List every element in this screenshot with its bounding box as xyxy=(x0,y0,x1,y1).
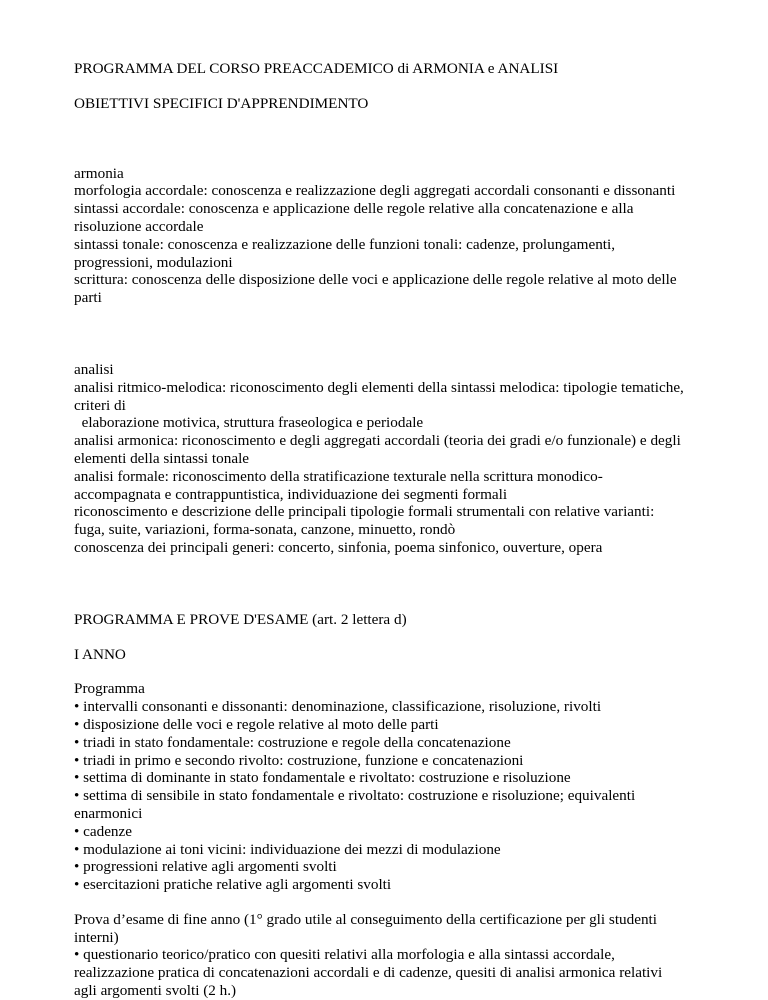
objectives-heading: OBIETTIVI SPECIFICI D'APPRENDIMENTO xyxy=(74,94,369,112)
document-title: PROGRAMMA DEL CORSO PREACCADEMICO di ARMONIA e ANALISI xyxy=(74,60,559,77)
programma-heading: Programma xyxy=(74,680,145,698)
exam-heading: PROGRAMMA E PROVE D'ESAME (art. 2 lettera d) xyxy=(74,610,407,628)
prova-line: agli argomenti svolti (2 h.) xyxy=(74,982,237,1000)
spacer xyxy=(74,557,714,611)
analisi-line: analisi armonica: riconoscimento e degli aggregati accordali (teoria dei gradi e/o funzionale) e degli xyxy=(74,432,681,450)
spacer xyxy=(74,629,714,646)
analisi-line: elementi della sintassi tonale xyxy=(74,449,250,467)
analisi-section xyxy=(74,361,714,557)
programma-item: enarmonici xyxy=(74,804,143,822)
prova-section xyxy=(74,911,714,1000)
programma-section xyxy=(74,680,714,894)
analisi-line: fuga, suite, variazioni, forma-sonata, canzone, minuetto, rondò xyxy=(74,521,456,539)
analisi-line: riconoscimento e descrizione delle principali tipologie formali strumentali con relative varianti: xyxy=(74,503,655,521)
programma-item: • settima di sensibile in stato fondamentale e rivoltato: costruzione e risoluzione; equivalenti xyxy=(74,787,636,805)
armonia-line: sintassi tonale: conoscenza e realizzazione delle funzioni tonali: cadenze, prolungamenti, xyxy=(74,235,616,253)
programma-item: • cadenze xyxy=(74,822,133,840)
year-heading: I ANNO xyxy=(74,645,126,663)
armonia-heading: armonia xyxy=(74,164,124,182)
programma-item: • triadi in stato fondamentale: costruzione e regole della concatenazione xyxy=(74,733,511,751)
analisi-line: conoscenza dei principali generi: concerto, sinfonia, poema sinfonico, ouverture, opera xyxy=(74,538,603,556)
prova-line: • questionario teorico/pratico con quesiti relativi alla morfologia e alla sintassi accordale, xyxy=(74,946,615,964)
analisi-line: accompagnata e contrappuntistica, individuazione dei segmenti formali xyxy=(74,485,508,503)
programma-item: • intervalli consonanti e dissonanti: denominazione, classificazione, risoluzione, rivolti xyxy=(74,698,602,716)
programma-item: • progressioni relative agli argomenti svolti xyxy=(74,858,337,876)
analisi-line: elaborazione motivica, struttura fraseologica e periodale xyxy=(74,414,424,432)
armonia-line: sintassi accordale: conoscenza e applicazione delle regole relative alla concatenazione e alla xyxy=(74,200,634,218)
document-page xyxy=(74,60,714,1000)
prova-line: interni) xyxy=(74,928,119,946)
programma-item: • modulazione ai toni vicini: individuazione dei mezzi di modulazione xyxy=(74,840,501,858)
spacer xyxy=(74,894,714,911)
analisi-line: analisi formale: riconoscimento della stratificazione texturale nella scrittura monodico- xyxy=(74,467,603,485)
armonia-line: morfologia accordale: conoscenza e realizzazione degli aggregati accordali consonanti e dissonanti xyxy=(74,182,676,200)
analisi-heading: analisi xyxy=(74,360,114,378)
armonia-line: progressioni, modulazioni xyxy=(74,253,233,271)
programma-item: • esercitazioni pratiche relative agli argomenti svolti xyxy=(74,876,392,894)
analisi-line: criteri di xyxy=(74,396,126,414)
armonia-line: risoluzione accordale xyxy=(74,217,204,235)
armonia-line: scrittura: conoscenza delle disposizione delle voci e applicazione delle regole relative al moto delle xyxy=(74,271,677,289)
spacer xyxy=(74,307,714,361)
programma-item: • settima di dominante in stato fondamentale e rivoltato: costruzione e risoluzione xyxy=(74,769,571,787)
armonia-section xyxy=(74,165,714,307)
prova-line: Prova d’esame di fine anno (1° grado utile al conseguimento della certificazione per gli studenti xyxy=(74,910,657,928)
prova-line: realizzazione pratica di concatenazioni accordali e di cadenze, quesiti di analisi armonica relativi xyxy=(74,964,663,982)
spacer xyxy=(74,663,714,680)
programma-item: • disposizione delle voci e regole relative al moto delle parti xyxy=(74,715,439,733)
spacer xyxy=(74,113,714,165)
analisi-line: analisi ritmico-melodica: riconoscimento degli elementi della sintassi melodica: tipologie tematiche, xyxy=(74,378,684,396)
programma-item: • triadi in primo e secondo rivolto: costruzione, funzione e concatenazioni xyxy=(74,751,524,769)
armonia-line: parti xyxy=(74,289,102,307)
spacer xyxy=(74,78,714,95)
